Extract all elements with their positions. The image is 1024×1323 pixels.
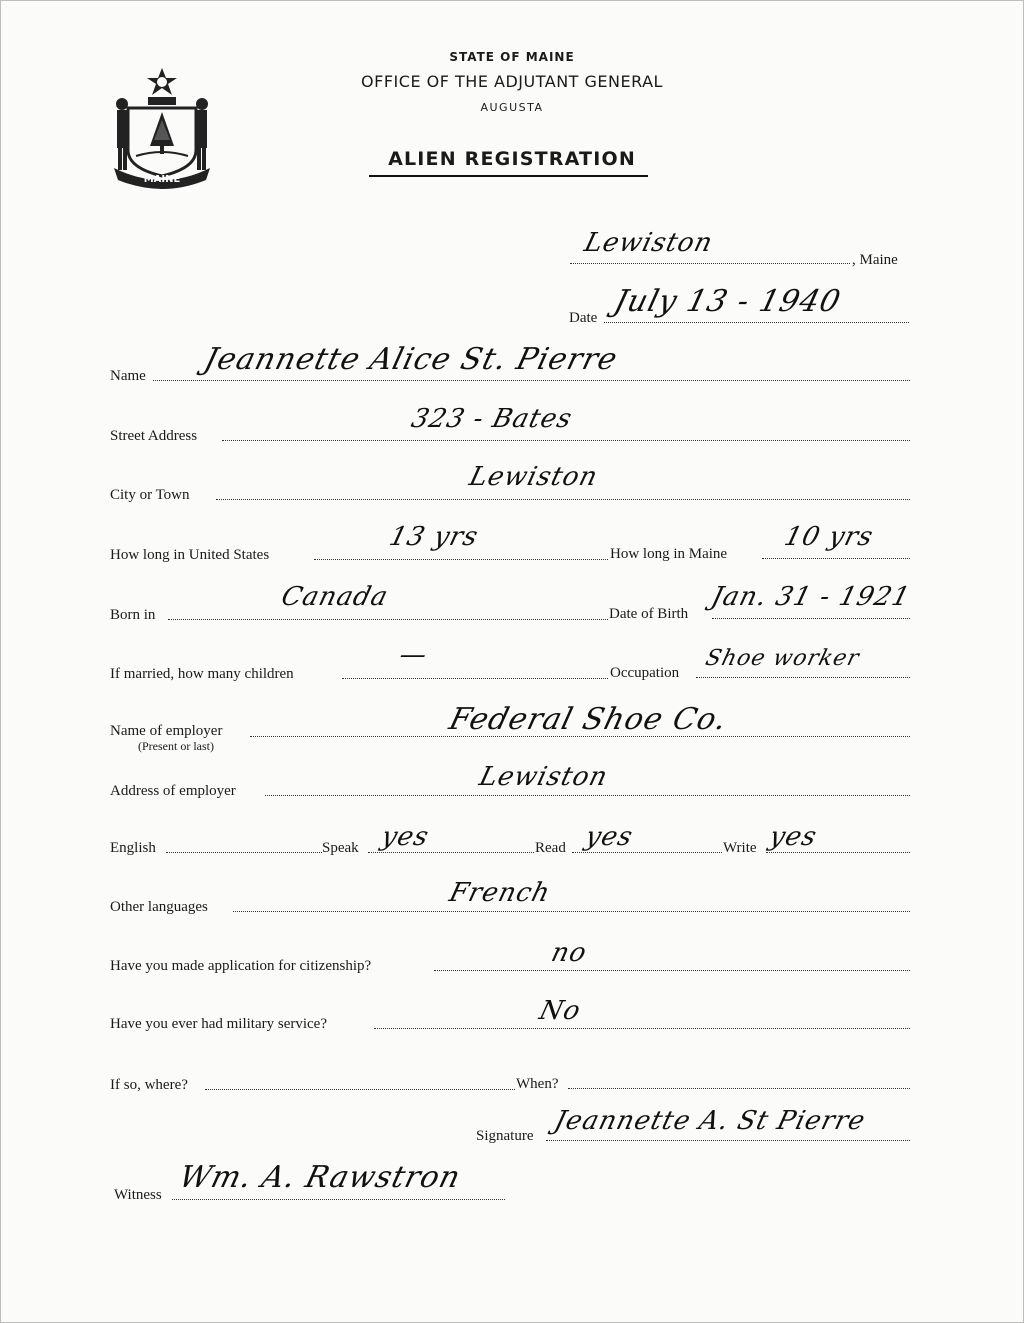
children-label: If married, how many children <box>110 666 294 682</box>
dob-value: Jan. 31 - 1921 <box>708 582 914 612</box>
date-line <box>604 322 909 323</box>
employer-value: Federal Shoe Co. <box>445 702 731 737</box>
how-long-us-label: How long in United States <box>110 547 270 563</box>
when-line <box>568 1088 910 1089</box>
born-in-value: Canada <box>278 582 392 612</box>
city-heading: AUGUSTA <box>480 101 544 114</box>
english-line <box>166 852 322 853</box>
city-line <box>216 499 910 500</box>
occupation-line <box>696 677 910 678</box>
born-in-line <box>168 619 608 620</box>
how-long-us-line <box>314 559 608 560</box>
signature-line <box>546 1140 910 1141</box>
read-label: Read <box>535 840 566 856</box>
name-label: Name <box>110 368 146 384</box>
employer-label: Name of employer <box>110 723 223 739</box>
where-line <box>205 1089 515 1090</box>
form-title: ALIEN REGISTRATION <box>388 148 636 170</box>
how-long-maine-line <box>762 558 910 559</box>
street-label: Street Address <box>110 428 198 444</box>
read-line <box>572 852 722 853</box>
date-label: Date <box>569 310 598 326</box>
name-line <box>153 380 910 381</box>
seal-text: MAINE <box>143 174 181 185</box>
military-line <box>374 1028 910 1029</box>
witness-line <box>172 1199 505 1200</box>
write-line <box>766 852 910 853</box>
witness-value: Wm. A. Rawstron <box>175 1160 465 1195</box>
speak-label: Speak <box>322 840 359 856</box>
other-languages-value: French <box>446 878 554 908</box>
signature-value: Jeannette A. St Pierre <box>551 1106 869 1136</box>
state-heading: STATE OF MAINE <box>449 50 575 64</box>
occupation-value: Shoe worker <box>702 646 863 671</box>
citizenship-label: Have you made application for citizenship? <box>110 958 372 974</box>
street-value: 323 - Bates <box>408 404 576 434</box>
employer-address-value: Lewiston <box>476 762 612 792</box>
occupation-label: Occupation <box>610 665 680 681</box>
military-label: Have you ever had military service? <box>110 1016 327 1032</box>
city-value: Lewiston <box>466 462 602 492</box>
where-label: If so, where? <box>110 1077 188 1093</box>
english-label: English <box>110 840 156 856</box>
maine-label: , Maine <box>852 252 898 268</box>
write-label: Write <box>723 840 757 856</box>
born-in-label: Born in <box>110 607 156 623</box>
city-label: City or Town <box>110 487 190 503</box>
read-value: yes <box>582 822 637 852</box>
name-value: Jeannette Alice St. Pierre <box>200 342 622 377</box>
date-value: July 13 - 1940 <box>610 284 845 319</box>
other-languages-label: Other languages <box>110 899 208 915</box>
office-heading: OFFICE OF THE ADJUTANT GENERAL <box>361 72 663 91</box>
employer-note: (Present or last) <box>138 739 214 753</box>
dob-label: Date of Birth <box>609 606 689 622</box>
citizenship-line <box>434 970 910 971</box>
street-line <box>222 440 910 441</box>
town-line <box>570 263 850 264</box>
witness-label: Witness <box>114 1187 162 1203</box>
children-value: — <box>396 640 431 670</box>
signature-label: Signature <box>476 1128 534 1144</box>
how-long-us-value: 13 yrs <box>386 522 482 552</box>
dob-line <box>712 618 910 619</box>
how-long-maine-value: 10 yrs <box>781 522 877 552</box>
town-value: Lewiston <box>581 228 717 258</box>
children-line <box>342 678 608 679</box>
employer-address-label: Address of employer <box>110 783 236 799</box>
title-underline <box>369 175 648 177</box>
write-value: yes <box>766 822 821 852</box>
citizenship-value: no <box>548 938 591 968</box>
employer-address-line <box>265 795 910 796</box>
when-label: When? <box>516 1076 559 1092</box>
how-long-maine-label: How long in Maine <box>610 546 728 562</box>
military-value: No <box>536 996 585 1026</box>
speak-line <box>368 852 534 853</box>
speak-value: yes <box>378 822 433 852</box>
other-languages-line <box>233 911 910 912</box>
